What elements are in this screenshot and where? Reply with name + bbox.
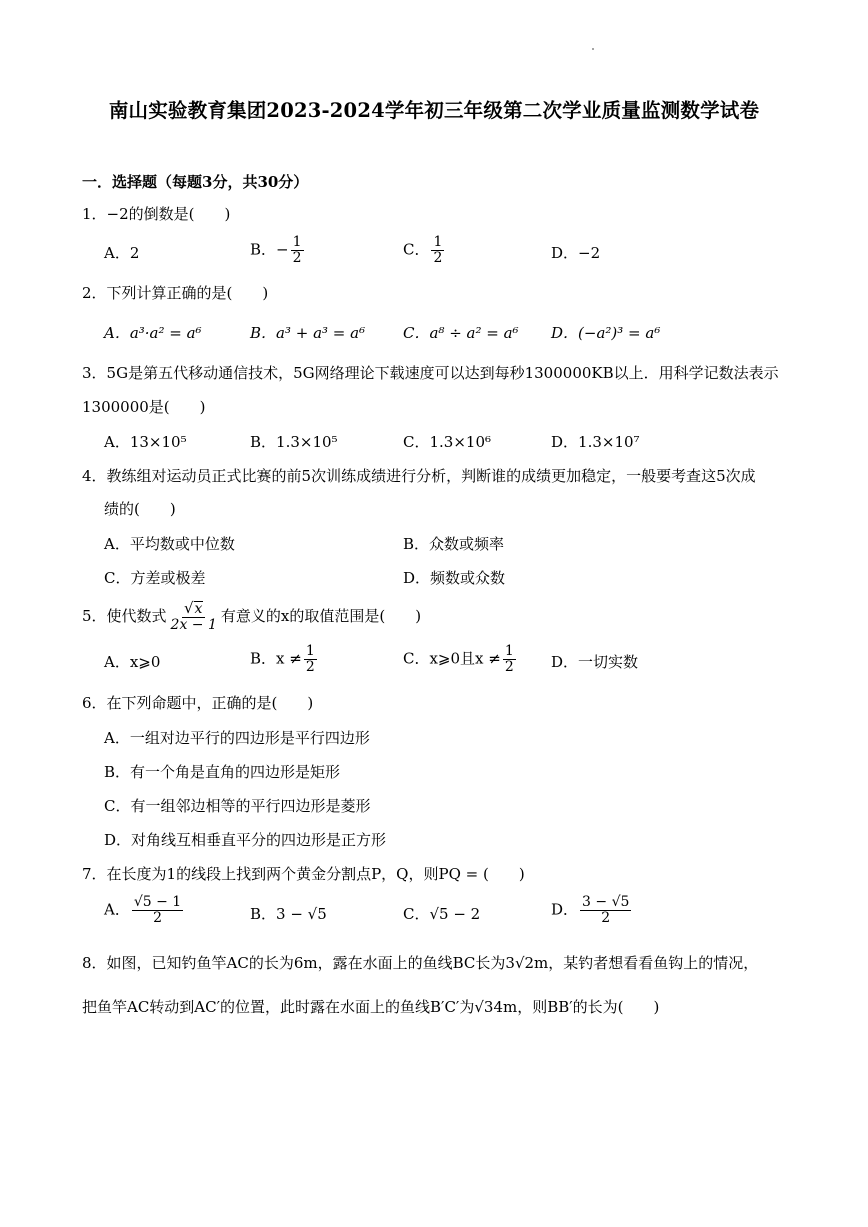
question-3-stem-line1: 3．5G是第五代移动通信技术，5G网络理论下载速度可以达到每秒1300000KB以上．用科学记数法表示 — [82, 364, 779, 382]
fraction-numerator — [182, 601, 205, 618]
q5-stem-prefix: 5．使代数式 — [82, 607, 167, 625]
question-2-stem: 2．下列计算正确的是( ) — [82, 284, 269, 302]
q1-option-c — [403, 235, 446, 266]
q5-option-d: D．一切实数 — [551, 653, 639, 671]
question-3-stem-line2: 1300000是( ) — [82, 398, 206, 416]
q7-option-b: B．3 − √5 — [250, 905, 327, 923]
question-8-stem-line1: 8．如图，已知钓鱼竿AC的长为6m，露在水面上的鱼线BC长为3√2m，某钓者想看看鱼钩上的情况， — [82, 954, 759, 972]
q1-option-a: A．2 — [104, 244, 140, 262]
question-7-stem: 7．在长度为1的线段上找到两个黄金分割点P，Q，则PQ = ( ) — [82, 865, 525, 883]
q1-option-c-prefix: C． — [403, 240, 430, 259]
fraction-denominator: 2 — [504, 659, 514, 675]
fraction-denominator: 2x − 1 — [170, 617, 217, 633]
fraction-denominator: 2 — [292, 250, 302, 266]
q4-option-b: B．众数或频率 — [403, 535, 505, 553]
fraction-denominator: 2 — [153, 910, 162, 926]
question-1-stem: 1．−2的倒数是( ) — [82, 205, 231, 223]
q3-option-d: D．1.3×10⁷ — [551, 433, 640, 451]
question-6-stem: 6．在下列命题中，正确的是( ) — [82, 694, 314, 712]
q5-option-c-fraction — [503, 644, 516, 675]
q5-stem-fraction — [169, 601, 219, 633]
q7-option-a — [104, 895, 185, 926]
fraction-denominator: 2 — [601, 910, 611, 926]
question-8-stem-line2: 把鱼竿AC转动到AC′的位置，此时露在水面上的鱼线B′C′为√34m，则BB′的长为( ) — [82, 998, 660, 1016]
q5-option-b-fraction — [304, 644, 317, 675]
section-heading: 一．选择题（每题3分，共30分） — [82, 173, 309, 191]
q6-option-a: A．一组对边平行的四边形是平行四边形 — [104, 729, 370, 747]
question-4-stem-line2: 绩的( ) — [104, 500, 176, 518]
q4-option-c: C．方差或极差 — [104, 569, 206, 587]
q1-option-b-prefix: B．− — [250, 240, 289, 259]
fraction-numerator: 1 — [433, 234, 443, 250]
fraction-numerator: 1 — [292, 234, 302, 250]
q7-option-d-prefix: D． — [551, 900, 579, 919]
fraction-numerator: √5 − 1 — [133, 894, 182, 910]
q1-option-c-fraction — [431, 235, 444, 266]
question-4-stem-line1: 4．教练组对运动员正式比赛的前5次训练成绩进行分析，判断谁的成绩更加稳定，一般要考查这5次成 — [82, 467, 756, 485]
page-title: 南山实验教育集团2023-2024学年初三年级第二次学业质量监测数学试卷 — [108, 99, 760, 122]
question-5-stem — [82, 598, 421, 634]
scan-dot — [592, 48, 594, 50]
q6-option-c: C．有一组邻边相等的平行四边形是菱形 — [104, 797, 371, 815]
q2-option-d: D．(−a²)³ = a⁶ — [551, 324, 661, 342]
q2-option-a: A．a³·a² = a⁶ — [104, 324, 202, 342]
fraction-numerator: 1 — [504, 643, 514, 659]
fraction-denominator: 2 — [305, 659, 315, 675]
fraction-numerator: 3 − √5 — [582, 894, 630, 910]
q6-option-b: B．有一个角是直角的四边形是矩形 — [104, 763, 341, 781]
fraction-denominator: 2 — [433, 250, 443, 266]
q5-stem-suffix: 有意义的x的取值范围是( ) — [220, 607, 422, 625]
q7-option-a-prefix: A． — [104, 900, 130, 919]
q7-option-a-fraction — [132, 895, 183, 926]
q2-option-b: B．a³ + a³ = a⁶ — [250, 324, 366, 342]
q3-option-c: C．1.3×10⁶ — [403, 433, 492, 451]
q3-option-a: A．13×10⁵ — [104, 433, 187, 451]
q7-option-d — [551, 895, 633, 926]
q5-option-b-prefix: B．x ≠ — [250, 649, 302, 668]
q5-option-c — [403, 644, 518, 675]
q5-option-b — [250, 644, 319, 675]
q7-option-c: C．√5 − 2 — [403, 905, 481, 923]
q1-option-b — [250, 235, 306, 266]
q1-option-b-fraction — [291, 235, 304, 266]
q7-option-d-fraction — [580, 895, 631, 926]
q3-option-b: B．1.3×10⁵ — [250, 433, 338, 451]
sqrt-symbol: √ x — [183, 599, 203, 617]
q4-option-d: D．频数或众数 — [403, 569, 506, 587]
fraction-numerator: 1 — [305, 643, 315, 659]
q2-option-c: C．a⁸ ÷ a² = a⁶ — [403, 324, 519, 342]
q4-option-a: A．平均数或中位数 — [104, 535, 235, 553]
q6-option-d: D．对角线互相垂直平分的四边形是正方形 — [104, 831, 387, 849]
sqrt-argument: x — [194, 601, 203, 617]
q5-option-c-prefix: C．x⩾0且x ≠ — [403, 649, 501, 668]
q1-option-d: D．−2 — [551, 244, 601, 262]
q5-option-a: A．x⩾0 — [104, 653, 161, 671]
